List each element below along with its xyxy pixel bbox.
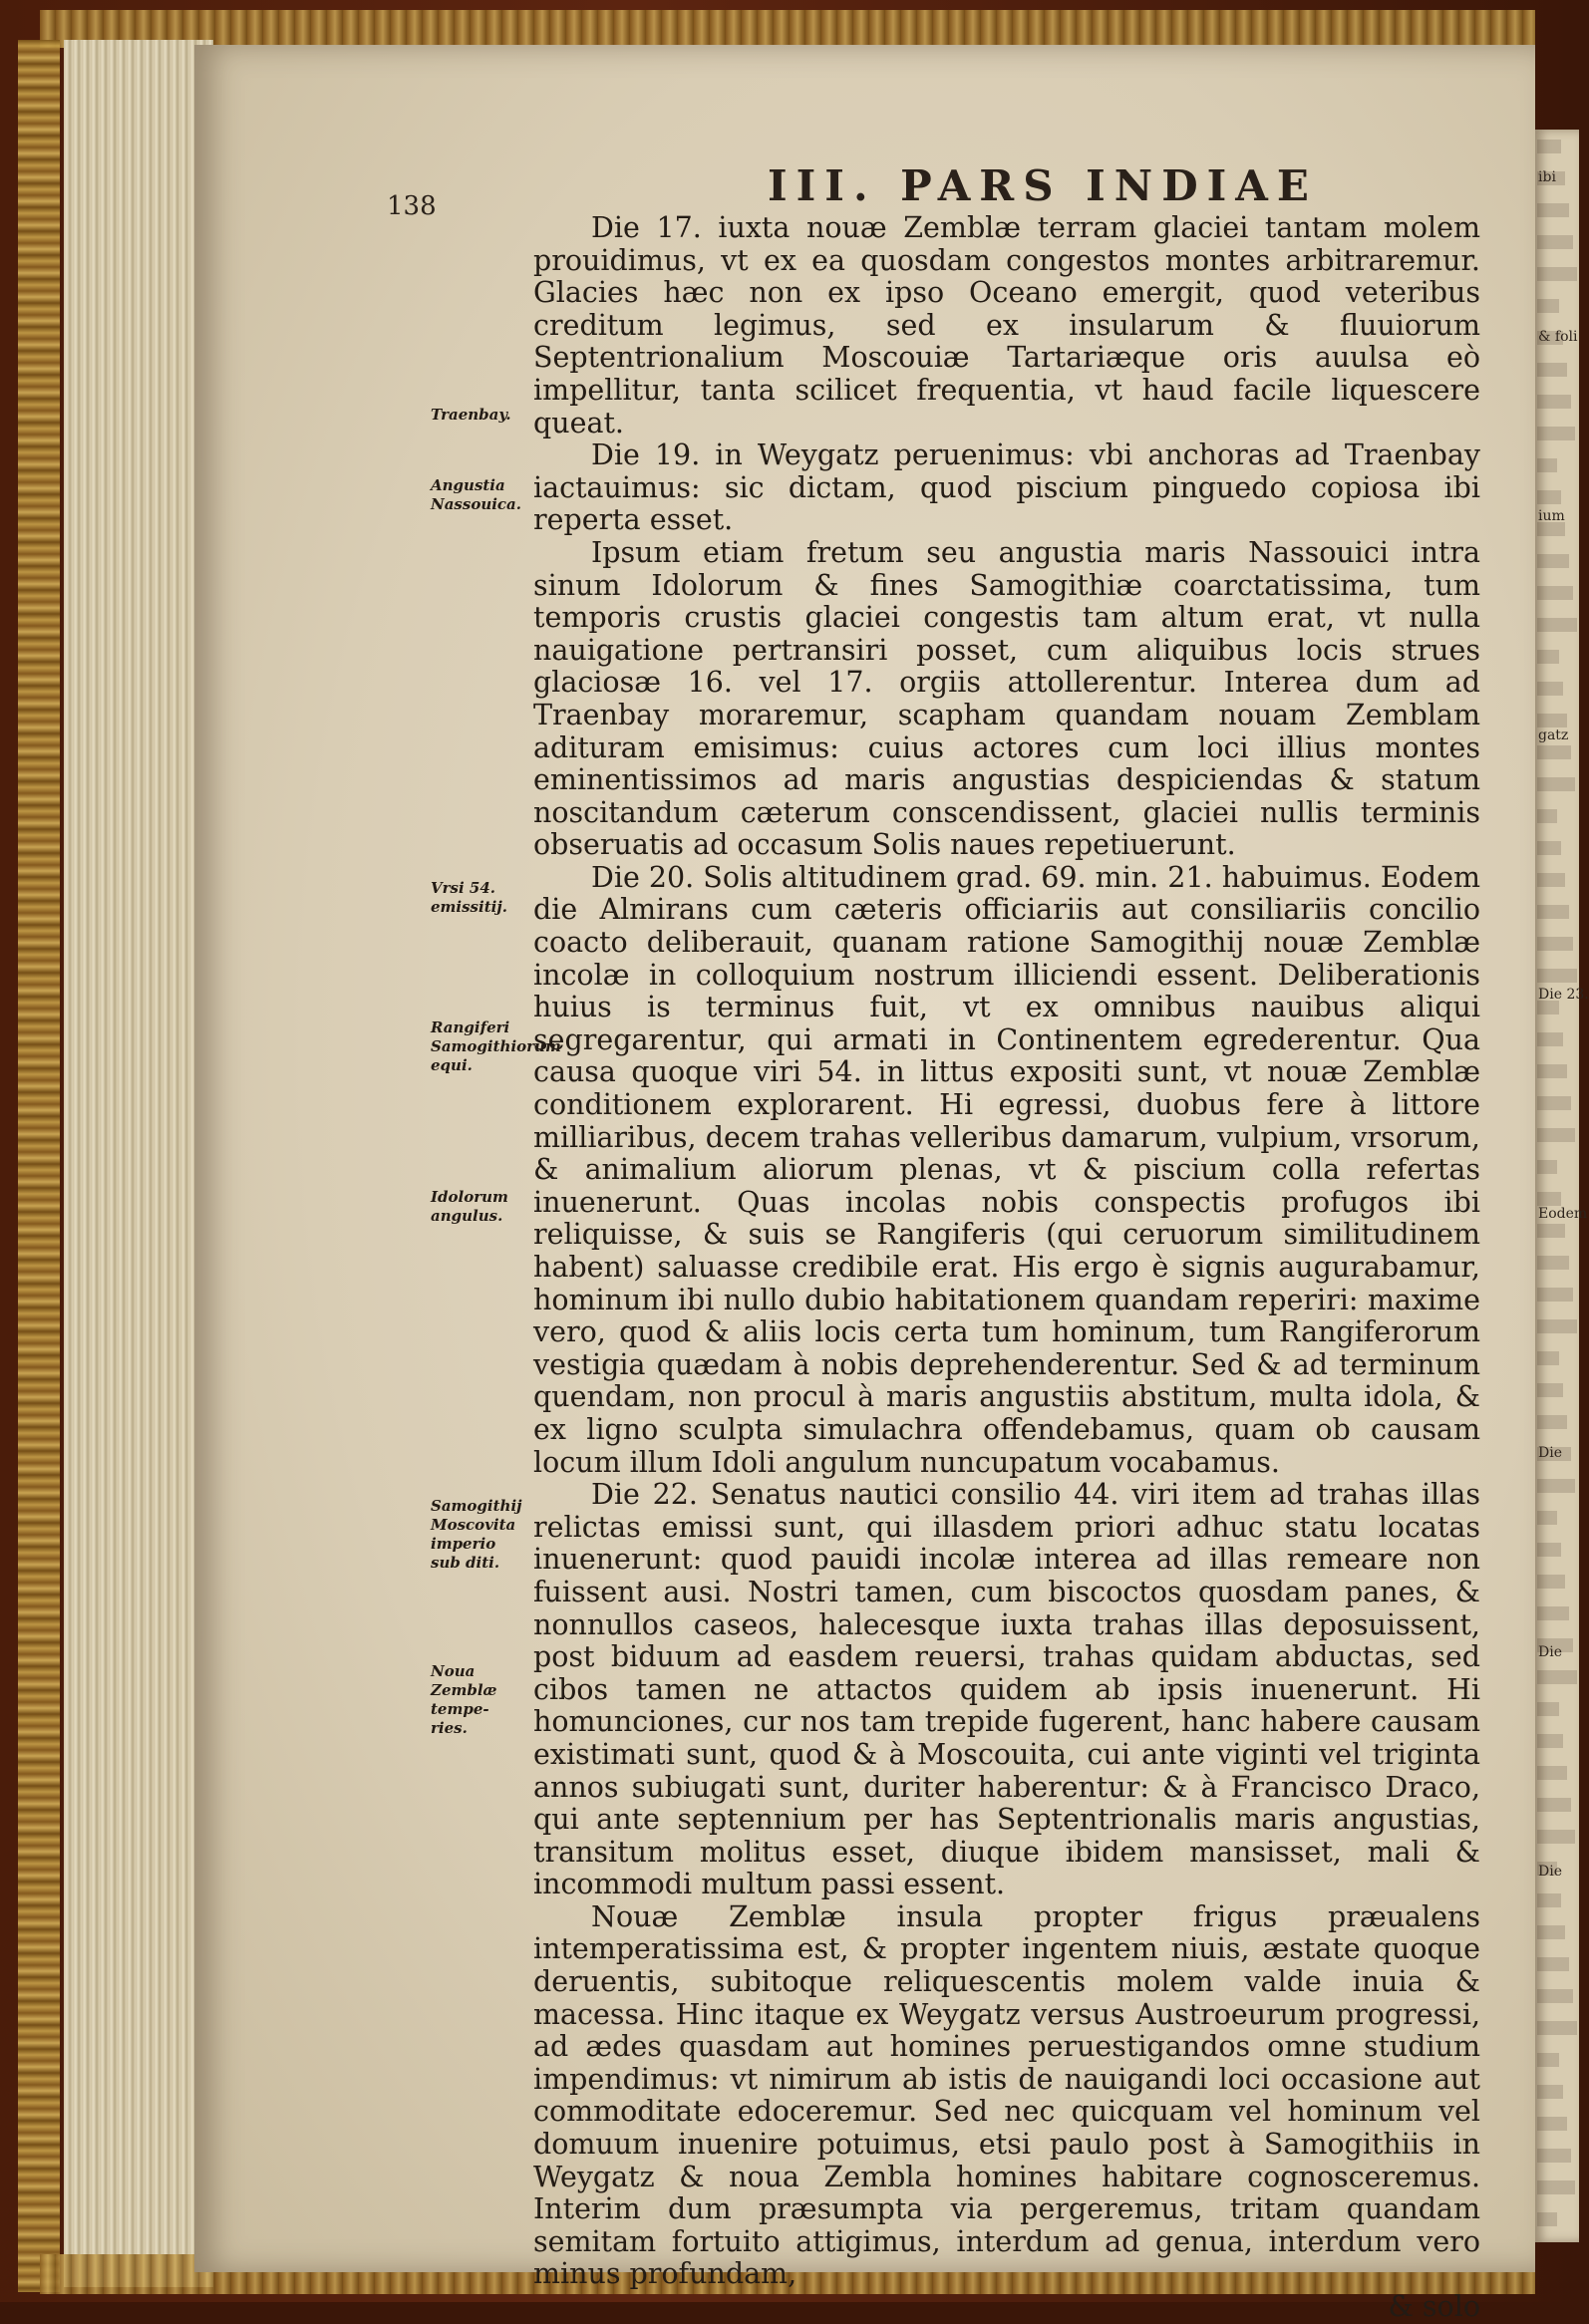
paragraph: Die 22. Senatus nautici consilio 44. viri item ad trahas illas relictas emissi sunt, qui illasdem priori adhuc statu locatas inuenerunt: quod pauidi incolæ interea ad illas remeare non fuissent ausi. Nostri tamen, cum biscoctos quosdam panes, & nonnullos caseos, halecesque iuxta trahas illas deposuissent, post biduum ad easdem reuersi, trahas quidam abductas, sed cibos tamen ne attactos quidem ab ipsis inuenerunt. Hi homunciones, cur nos tam trepide fugerent, hanc habere causam existimati sunt, quod & à Moscouita, cui ante viginti vel triginta annos subiugati sunt, duriter haberentur: & à Francisco Draco, qui ante septennium per has Septentrionalis maris angustias, transitum molitus esset, diuque ibidem mansisset, mali & incommodi multum passi essent. [533, 1478, 1480, 1901]
facing-page-line [1537, 1989, 1573, 2003]
facing-page-line [1537, 1447, 1571, 1461]
facing-page-line [1537, 873, 1565, 887]
facing-page-line [1537, 1862, 1557, 1876]
facing-page-text: Die [1538, 1864, 1562, 1880]
facing-page-line [1537, 363, 1567, 377]
facing-page-line [1537, 682, 1563, 696]
facing-page-line [1537, 1383, 1563, 1397]
facing-page-text: ium [1538, 508, 1565, 524]
facing-page-line [1537, 1925, 1565, 1939]
facing-page-line [1537, 1192, 1561, 1206]
facing-page-line [1537, 299, 1559, 313]
facing-page-fragment [1535, 130, 1589, 2242]
facing-page-line [1537, 2053, 1559, 2067]
facing-page-line [1537, 1798, 1571, 1812]
facing-page-line [1537, 1606, 1569, 1620]
facing-page-line [1537, 1511, 1557, 1525]
facing-page-line [1537, 2149, 1571, 2163]
facing-page-line [1537, 395, 1571, 409]
facing-page-line [1537, 618, 1577, 632]
facing-page-line [1537, 1734, 1563, 1748]
facing-page-line [1537, 809, 1557, 823]
gilded-spine-edge [18, 40, 60, 2292]
facing-page-line [1537, 203, 1569, 217]
facing-page-text: Die 23. [1538, 987, 1589, 1003]
facing-page-line [1537, 522, 1565, 536]
paragraph: Nouæ Zemblæ insula propter frigus præualens intemperatissima est, & propter ingentem niuis, æstate quoque deruentis, subitoque reliquescentis molem valde inuia & macessa. Hinc itaque ex Weygatz versus Austroeurum progressi, ad ædes quasdam aut homines peruestigandos omne studium impendimus: vt nimirum ab istis de nauigandi loci occasione aut commoditate edoceremur. Sed nec quicquam vel hominum vel domuum inuenire potuimus, etsi paulo post à Samogithiis in Weygatz & noua Zembla homines habitare cognosceremus. Interim dum præsumpta via pergeremus, tritam quandam semitam fortuito attigimus, interdum ad genua, interdum vero minus profundam, [533, 1899, 1480, 2291]
facing-page-line [1537, 1702, 1559, 1716]
facing-page-line [1537, 1001, 1559, 1015]
marginal-note: Traenbay. [431, 406, 511, 424]
facing-page-line [1537, 586, 1573, 600]
facing-page-line [1537, 1351, 1559, 1365]
facing-page-text: Die [1538, 1644, 1562, 1660]
facing-page-line [1537, 650, 1559, 664]
facing-page-text: Eodem [1538, 1206, 1588, 1222]
facing-page-line [1537, 1415, 1567, 1429]
facing-page-line [1537, 969, 1577, 983]
facing-page-line [1537, 2212, 1557, 2226]
facing-page-line [1537, 1543, 1561, 1557]
facing-page-line [1537, 1064, 1567, 1078]
facing-page-line [1537, 2085, 1563, 2099]
facing-page-line [1537, 1224, 1565, 1238]
marginal-note: Vrsi 54. emissitij. [431, 879, 507, 916]
page-block-edges [64, 40, 213, 2287]
facing-page-text: Die [1538, 1445, 1562, 1461]
facing-page-line [1537, 841, 1561, 855]
marginal-note: Idolorum angulus. [431, 1188, 508, 1225]
facing-page-line [1537, 905, 1569, 919]
main-text-column [533, 212, 1480, 2324]
facing-page-line [1537, 1830, 1575, 1844]
paragraph: Ipsum etiam fretum seu angustia maris Nassouici intra sinum Idolorum & fines Samogithiæ coarctatissima, tum temporis crustis glaciei congestis tam altum erat, vt nulla nauigatione pertransiri posset, cum aliquibus locis strues glaciosæ 16. vel 17. orgiis attollerentur. Interea dum ad Traenbay moraremur, scapham quandam nouam Zemblam adituram emisimus: cuius actores cum loci illius montes eminentissimos ad maris angustias despiciendas & statum noscitandum cæterum conscendissent, glaciei nullis terminis obseruatis ad occasum Solis naues repetiuerunt. [533, 535, 1480, 862]
facing-page-line [1537, 1160, 1557, 1174]
facing-page-line [1537, 1096, 1571, 1110]
facing-page-line [1537, 490, 1561, 504]
marginal-note: Angustia Nassouica. [431, 476, 522, 513]
facing-page-line [1537, 267, 1577, 281]
paragraph: Die 19. in Weygatz peruenimus: vbi anchoras ad Traenbay iactauimus: sic dictam, quod piscium pinguedo copiosa ibi reperta esset. [533, 438, 1480, 537]
facing-page-line [1537, 1319, 1577, 1333]
book-top-edge [40, 10, 1535, 48]
facing-page-line [1537, 1575, 1565, 1589]
facing-page-line [1537, 427, 1575, 440]
catchword: & solo [1388, 2290, 1480, 2323]
paragraph: Die 20. Solis altitudinem grad. 69. min. 21. habuimus. Eodem die Almirans cum cæteris officiariis aut consiliariis concilio coacto deliberauit, quanam ratione Samogithij nouæ Zemblæ incolæ in colloquium nostrum illiciendi essent. Deliberationis huius is terminus fuit, vt ex omnibus nauibus aliqui segregarentur, qui armati in Continentem egrederentur. Qua causa quoque viri 54. in littus expositi sunt, vt nouæ Zemblæ conditionem explorarent. Hi egressi, duobus fere à littore milliaribus, decem trahas velleribus damarum, vulpium, vrsorum, & animalium aliorum plenas, vt & piscium colla refertas inuenerunt. Quas incolas nobis conspectis profugos ibi reliquisse, & suis se Rangiferis (qui ceruorum similitudinem habent) saluasse credibile erat. His ergo è signis augurabamur, hominum ibi nullo dubio habitationem quandam reperiri: maxime vero, quod & aliis locis certa tum hominum, tum Rangiferorum vestigia quædam à nobis deprehenderentur. Sed & ad terminum quendam, non procul à maris angustiis abstitum, multa idola, & ex ligno sculpta simulachra offendebamus, quam ob causam locum illum Idoli angulum nuncupatum vocabamus. [533, 860, 1480, 1479]
facing-page-line [1537, 171, 1565, 185]
facing-page-line [1537, 458, 1557, 472]
page-number: 138 [387, 191, 437, 221]
facing-page-line [1537, 777, 1575, 791]
facing-page-line [1537, 1128, 1575, 1142]
facing-page-line [1537, 1893, 1561, 1907]
facing-page-line [1537, 1479, 1575, 1493]
facing-page-line [1537, 937, 1573, 951]
facing-page-text: ibi [1538, 169, 1556, 185]
facing-page-line [1537, 554, 1569, 568]
facing-page-text: & foli [1538, 329, 1578, 345]
facing-page-line [1537, 1957, 1569, 1971]
facing-page-line [1537, 2021, 1577, 2035]
facing-page-text: gatz [1538, 727, 1569, 743]
facing-page-line [1537, 1638, 1573, 1652]
facing-page-line [1537, 1032, 1563, 1046]
facing-page-line [1537, 235, 1573, 249]
facing-page-line [1537, 140, 1561, 153]
facing-page-line [1537, 2180, 1575, 2194]
facing-page-line [1537, 1766, 1567, 1780]
facing-page-line [1537, 1288, 1573, 1302]
facing-page-line [1537, 331, 1563, 345]
marginal-note: Samogithij Moscovita imperio sub diti. [431, 1497, 522, 1572]
running-head: III. PARS INDIAE [768, 161, 1318, 210]
facing-page-line [1537, 2117, 1567, 2131]
facing-page-line [1537, 745, 1571, 759]
facing-page-line [1537, 714, 1567, 727]
marginal-note: Noua Zemblæ tempe- ries. [431, 1662, 497, 1737]
facing-page-line [1537, 1256, 1569, 1270]
paragraph: Die 17. iuxta nouæ Zemblæ terram glaciei tantam molem prouidimus, vt ex ea quosdam congestos montes arbitraremur. Glacies hæc non ex ipso Oceano emergit, quod veteribus creditum legimus, sed ex insularum & fluuiorum Septentrionalium Moscouiæ Tartariæque oris auulsa eò impellitur, tanta scilicet frequentia, vt haud facile liquescere queat. [533, 211, 1480, 439]
facing-page-line [1537, 1670, 1577, 1684]
marginal-note: Rangiferi Samogithiorum equi. [431, 1018, 561, 1074]
